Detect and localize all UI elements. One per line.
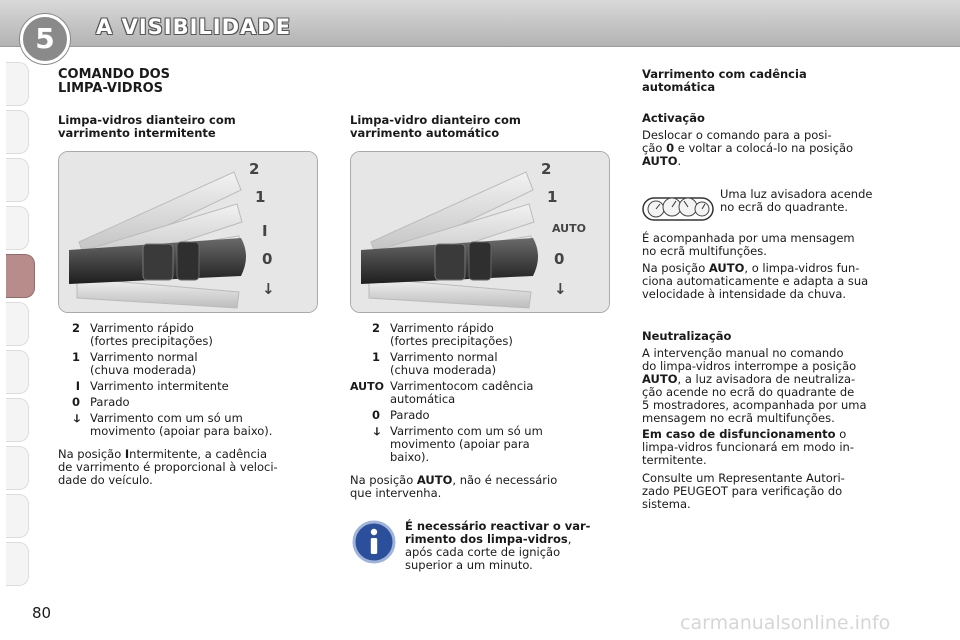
legend-key: I bbox=[75, 379, 80, 393]
auto-note bbox=[350, 474, 612, 500]
page-number: 80 bbox=[32, 604, 52, 622]
legend-text: Parado bbox=[90, 395, 130, 409]
chapter-tab-3[interactable] bbox=[6, 158, 29, 202]
legend-row bbox=[62, 380, 322, 393]
left-subtitle-line2: varrimento intermitente bbox=[58, 126, 216, 140]
activation-bold: 0 bbox=[666, 141, 675, 155]
legend-key: ↆ bbox=[73, 411, 80, 425]
chapter-tab-8[interactable] bbox=[6, 398, 29, 442]
mark-0: 0 bbox=[262, 250, 273, 268]
note-text: dade do veículo. bbox=[58, 473, 153, 487]
neutralization-title: Neutralização bbox=[642, 329, 732, 343]
malfunction-text: limpa-vidros funcionará em modo in- bbox=[642, 440, 854, 454]
activation-text: . bbox=[677, 154, 682, 168]
activation-text: Deslocar o comando para a posi- bbox=[642, 128, 832, 142]
legend-key: AUTO bbox=[350, 380, 384, 393]
indicator-text: Uma luz avisadora acende bbox=[720, 187, 873, 201]
contact-text: zado PEUGEOT para verificação do bbox=[642, 484, 843, 498]
chapter-tab-5-active[interactable] bbox=[6, 254, 35, 298]
legend-row bbox=[62, 396, 322, 409]
legend-text: (chuva moderada) bbox=[390, 363, 497, 377]
neutral-text: A intervenção manual no comando bbox=[642, 346, 844, 360]
legend-text: (fortes precipitações) bbox=[390, 334, 513, 348]
mark-auto: AUTO bbox=[552, 222, 586, 235]
legend-row bbox=[350, 351, 612, 377]
legend-key: 1 bbox=[371, 350, 380, 364]
info-bold: rimento dos limpa-vidros bbox=[405, 532, 568, 546]
legend-key: 2 bbox=[71, 321, 80, 335]
mark-single-wipe: ↓ bbox=[262, 280, 275, 298]
middle-subtitle-line1: Limpa-vidro dianteiro com bbox=[350, 113, 521, 127]
legend-text: Parado bbox=[390, 408, 430, 422]
malfunction-paragraph bbox=[642, 428, 904, 467]
middle-subtitle bbox=[350, 114, 612, 140]
note-text: de varrimento é proporcional à veloci- bbox=[58, 460, 278, 474]
note-text: Na posição bbox=[350, 473, 417, 487]
right-title-line1: Varrimento com cadência bbox=[642, 67, 807, 81]
section-heading bbox=[58, 68, 320, 96]
malfunction-text: termitente. bbox=[642, 453, 707, 467]
legend-text: Varrimento com um só um bbox=[90, 411, 243, 425]
legend-text: movimento (apoiar para baixo). bbox=[90, 424, 273, 438]
legend-row bbox=[350, 322, 612, 348]
note-bold: I bbox=[124, 447, 130, 461]
chapter-tabs bbox=[0, 62, 32, 582]
legend-key: 1 bbox=[71, 350, 80, 364]
indicator-text: no ecrã do quadrante. bbox=[720, 200, 849, 214]
legend-row bbox=[350, 425, 612, 464]
activation-title: Activação bbox=[642, 111, 705, 125]
neutral-text: 5 mostradores, acompanhada por uma bbox=[642, 398, 867, 412]
malfunction-text: o bbox=[835, 427, 847, 441]
contact-paragraph bbox=[642, 472, 904, 511]
legend-text: automática bbox=[390, 392, 456, 406]
info-icon bbox=[352, 520, 402, 570]
left-subtitle-line1: Limpa-vidros dianteiro com bbox=[58, 113, 236, 127]
note-bold: AUTO bbox=[416, 473, 453, 487]
activation-text: ção bbox=[642, 141, 667, 155]
legend-text: Varrimento rápido bbox=[390, 321, 494, 335]
legend-text: (fortes precipitações) bbox=[90, 334, 213, 348]
chapter-tab-4[interactable] bbox=[6, 206, 29, 250]
chapter-tab-9[interactable] bbox=[6, 446, 29, 490]
legend-key: 0 bbox=[71, 395, 80, 409]
mark-1: 1 bbox=[255, 188, 266, 206]
mark-0: 0 bbox=[554, 250, 565, 268]
activation-bold: AUTO bbox=[642, 154, 678, 168]
legend-text: movimento (apoiar para bbox=[390, 437, 530, 451]
dashboard-gauges-icon bbox=[642, 192, 714, 222]
activation-text: e voltar a colocá-lo na posição bbox=[674, 141, 854, 155]
info-text: superior a um minuto. bbox=[405, 558, 533, 572]
paragraph-text: , o limpa-vidros fun- bbox=[744, 261, 860, 275]
wiper-stalk-drawing bbox=[59, 152, 317, 312]
mark-2: 2 bbox=[541, 160, 552, 178]
intermittent-wiper-stalk-illustration bbox=[58, 151, 318, 313]
info-icon-graphic bbox=[352, 520, 396, 564]
mark-1: 1 bbox=[547, 188, 558, 206]
neutral-text: ção acende no ecrã do quadrante de bbox=[642, 385, 855, 399]
paragraph-text: no ecrã multifunções. bbox=[642, 244, 767, 258]
info-bold: É necessário reactivar o var- bbox=[405, 519, 591, 533]
neutral-text: mensagem no ecrã multifunções. bbox=[642, 411, 835, 425]
neutral-text: , a luz avisadora de neutraliza- bbox=[677, 372, 856, 386]
contact-text: Consulte um Representante Autori- bbox=[642, 471, 845, 485]
intermittent-note bbox=[58, 448, 320, 487]
left-subtitle bbox=[58, 114, 320, 140]
legend-key: 2 bbox=[371, 321, 380, 335]
paragraph-text: ciona automaticamente e adapta a sua bbox=[642, 274, 869, 288]
legend-row bbox=[350, 380, 612, 406]
auto-paragraph bbox=[642, 262, 904, 301]
chapter-title: A VISIBILIDADE bbox=[96, 15, 292, 39]
neutral-text: do limpa-vidros interrompe a posição bbox=[642, 359, 857, 373]
wiper-stalk-drawing bbox=[351, 152, 609, 312]
chapter-tab-1[interactable] bbox=[6, 62, 29, 106]
activation-section bbox=[642, 112, 904, 168]
legend-text: baixo). bbox=[390, 450, 430, 464]
legend-text: Varrimento rápido bbox=[90, 321, 194, 335]
legend-text: Varrimento normal bbox=[390, 350, 498, 364]
instrument-cluster-icon bbox=[642, 192, 716, 222]
note-text: ntermitente, a cadência bbox=[129, 447, 268, 461]
chapter-tab-6[interactable] bbox=[6, 302, 29, 346]
paragraph-text: É acompanhada por uma mensagem bbox=[642, 231, 855, 245]
chapter-tab-7[interactable] bbox=[6, 350, 29, 394]
note-text: Na posição bbox=[58, 447, 125, 461]
note-text: que intervenha. bbox=[350, 486, 442, 500]
malfunction-bold: Em caso de disfuncionamento bbox=[642, 427, 836, 441]
section-title-line1: COMANDO DOS bbox=[58, 67, 171, 82]
mark-single-wipe: ↓ bbox=[554, 280, 567, 298]
mark-2: 2 bbox=[249, 160, 260, 178]
legend-text: Varrimento normal bbox=[90, 350, 198, 364]
paragraph-bold: AUTO bbox=[708, 261, 745, 275]
indicator-note bbox=[720, 188, 904, 214]
legend-row bbox=[350, 409, 612, 422]
legend-row bbox=[62, 322, 322, 348]
legend-text: Varrimento com um só um bbox=[390, 424, 543, 438]
legend-text: Varrimentocom cadência bbox=[390, 379, 534, 393]
legend-key: ↆ bbox=[373, 424, 380, 438]
mark-intermittent: I bbox=[262, 222, 268, 240]
legend-row bbox=[62, 412, 322, 438]
info-text: após cada corte de ignição bbox=[405, 545, 561, 559]
middle-legend bbox=[350, 322, 612, 467]
section-title-line2: LIMPA-VIDROS bbox=[58, 81, 164, 96]
paragraph-text: Na posição bbox=[642, 261, 709, 275]
legend-text: (chuva moderada) bbox=[90, 363, 197, 377]
chapter-tab-2[interactable] bbox=[6, 110, 29, 154]
neutral-bold: AUTO bbox=[642, 372, 678, 386]
watermark: carmanualsonline.info bbox=[680, 612, 891, 634]
note-text: , não é necessário bbox=[452, 473, 558, 487]
legend-text: Varrimento intermitente bbox=[90, 379, 229, 393]
legend-row bbox=[62, 351, 322, 377]
chapter-tab-11[interactable] bbox=[6, 542, 29, 586]
message-paragraph bbox=[642, 232, 904, 258]
chapter-number-badge: 5 bbox=[20, 14, 70, 64]
legend-key: 0 bbox=[371, 408, 380, 422]
right-title bbox=[642, 68, 904, 94]
left-legend bbox=[62, 322, 322, 441]
neutralization-section bbox=[642, 330, 904, 425]
info-text: , bbox=[567, 532, 572, 546]
contact-text: sistema. bbox=[642, 497, 691, 511]
chapter-tab-10[interactable] bbox=[6, 494, 29, 538]
paragraph-text: velocidade à intensidade da chuva. bbox=[642, 287, 847, 301]
info-callout bbox=[405, 520, 611, 572]
automatic-wiper-stalk-illustration bbox=[350, 151, 610, 313]
right-title-line2: automática bbox=[642, 80, 716, 94]
middle-subtitle-line2: varrimento automático bbox=[350, 126, 500, 140]
